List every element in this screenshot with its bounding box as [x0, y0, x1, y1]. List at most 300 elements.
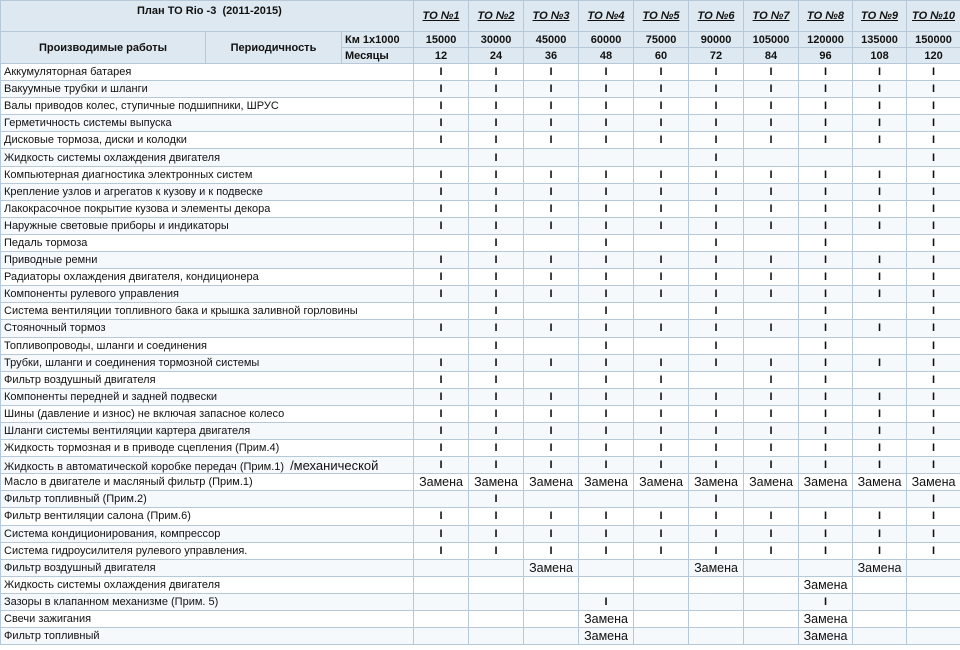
check-mark-cell: I — [414, 320, 469, 337]
check-mark-cell: I — [799, 525, 853, 542]
work-item-note: /механической — [290, 457, 379, 473]
check-mark-cell: I — [469, 440, 524, 457]
months-value: 84 — [744, 48, 799, 64]
empty-cell — [853, 337, 907, 354]
empty-cell — [579, 576, 634, 593]
table-row — [1, 525, 960, 542]
check-mark-cell: I — [853, 320, 907, 337]
check-mark-cell: I — [634, 371, 689, 388]
work-item-label: Фильтр топливный — [4, 630, 100, 643]
work-item-label: Фильтр воздушный двигателя — [4, 561, 156, 574]
work-item-cell — [1, 388, 414, 405]
table-row — [1, 234, 960, 251]
work-item-label: Вакуумные трубки и шланги — [4, 83, 148, 96]
check-mark-cell: I — [907, 269, 960, 286]
empty-cell — [634, 491, 689, 508]
check-mark-cell: I — [579, 166, 634, 183]
check-mark-cell: I — [524, 320, 579, 337]
empty-cell — [853, 576, 907, 593]
check-mark-cell: I — [744, 422, 799, 439]
empty-cell — [689, 576, 744, 593]
check-mark-cell: I — [907, 388, 960, 405]
check-mark-cell: I — [744, 81, 799, 98]
check-mark-cell: I — [799, 64, 853, 81]
work-item-cell — [1, 593, 414, 610]
check-mark-cell: I — [853, 115, 907, 132]
check-mark-cell: I — [907, 422, 960, 439]
check-mark-cell: I — [634, 354, 689, 371]
check-mark-cell: I — [469, 525, 524, 542]
check-mark-cell: I — [853, 440, 907, 457]
table-row — [1, 98, 960, 115]
empty-cell — [579, 149, 634, 166]
check-mark-cell: I — [907, 491, 960, 508]
empty-cell — [414, 611, 469, 628]
empty-cell — [799, 149, 853, 166]
empty-cell — [414, 149, 469, 166]
check-mark-cell: I — [689, 183, 744, 200]
check-mark-cell: I — [579, 269, 634, 286]
replace-cell: Замена — [853, 559, 907, 576]
check-mark-cell: I — [469, 166, 524, 183]
check-mark-cell: I — [744, 354, 799, 371]
check-mark-cell: I — [579, 525, 634, 542]
check-mark-cell: I — [414, 64, 469, 81]
replace-cell: Замена — [469, 474, 524, 491]
work-item-label: Шланги системы вентиляции картера двигателя — [4, 425, 251, 438]
table-title — [1, 1, 414, 32]
empty-cell — [414, 337, 469, 354]
check-mark-cell: I — [907, 81, 960, 98]
empty-cell — [524, 576, 579, 593]
check-mark-cell: I — [907, 217, 960, 234]
check-mark-cell: I — [853, 457, 907, 474]
check-mark-cell: I — [579, 183, 634, 200]
check-mark-cell: I — [744, 320, 799, 337]
work-item-label: Жидкость тормозная и в приводе сцепления (Прим.4) — [4, 442, 280, 455]
check-mark-cell: I — [634, 457, 689, 474]
check-mark-cell: I — [744, 286, 799, 303]
check-mark-cell: I — [634, 64, 689, 81]
check-mark-cell: I — [799, 440, 853, 457]
empty-cell — [579, 559, 634, 576]
check-mark-cell: I — [689, 252, 744, 269]
empty-cell — [907, 628, 960, 645]
empty-cell — [634, 576, 689, 593]
replace-cell: Замена — [524, 474, 579, 491]
check-mark-cell: I — [414, 269, 469, 286]
check-mark-cell: I — [689, 525, 744, 542]
check-mark-cell: I — [469, 371, 524, 388]
table-row — [1, 422, 960, 439]
check-mark-cell: I — [907, 320, 960, 337]
check-mark-cell: I — [799, 200, 853, 217]
work-item-label: Компьютерная диагностика электронных систем — [4, 168, 253, 181]
check-mark-cell: I — [579, 320, 634, 337]
check-mark-cell: I — [853, 166, 907, 183]
check-mark-cell: I — [469, 115, 524, 132]
check-mark-cell: I — [634, 183, 689, 200]
table-row — [1, 576, 960, 593]
months-value: 24 — [469, 48, 524, 64]
check-mark-cell: I — [799, 371, 853, 388]
table-row — [1, 337, 960, 354]
check-mark-cell: I — [799, 542, 853, 559]
check-mark-cell: I — [907, 371, 960, 388]
table-row — [1, 491, 960, 508]
km-value: 120000 — [799, 32, 853, 48]
check-mark-cell: I — [469, 217, 524, 234]
check-mark-cell: I — [744, 64, 799, 81]
check-mark-cell: I — [469, 149, 524, 166]
check-mark-cell: I — [744, 217, 799, 234]
check-mark-cell: I — [853, 388, 907, 405]
check-mark-cell: I — [907, 440, 960, 457]
work-item-cell — [1, 525, 414, 542]
check-mark-cell: I — [744, 200, 799, 217]
work-item-label: Система вентиляции топливного бака и крышка заливной горловины — [4, 305, 358, 318]
check-mark-cell: I — [524, 457, 579, 474]
check-mark-cell: I — [799, 81, 853, 98]
check-mark-cell: I — [799, 217, 853, 234]
check-mark-cell: I — [689, 166, 744, 183]
check-mark-cell: I — [689, 64, 744, 81]
check-mark-cell: I — [907, 234, 960, 251]
check-mark-cell: I — [634, 81, 689, 98]
work-item-label: Трубки, шланги и соединения тормозной системы — [4, 356, 260, 369]
check-mark-cell: I — [469, 269, 524, 286]
table-row — [1, 217, 960, 234]
months-value: 96 — [799, 48, 853, 64]
title-text: План ТО Rio -3 — [137, 5, 217, 17]
km-label: Км 1х1000 — [342, 32, 414, 48]
check-mark-cell: I — [469, 183, 524, 200]
check-mark-cell: I — [634, 252, 689, 269]
check-mark-cell: I — [634, 98, 689, 115]
check-mark-cell: I — [907, 132, 960, 149]
empty-cell — [689, 593, 744, 610]
empty-cell — [414, 628, 469, 645]
check-mark-cell: I — [853, 217, 907, 234]
work-item-label: Свечи зажигания — [4, 613, 92, 626]
check-mark-cell: I — [853, 422, 907, 439]
empty-cell — [744, 611, 799, 628]
table-row — [1, 542, 960, 559]
table-row — [1, 132, 960, 149]
check-mark-cell: I — [744, 166, 799, 183]
empty-cell — [469, 576, 524, 593]
months-value: 108 — [853, 48, 907, 64]
service-heading: ТО №8 — [799, 1, 853, 32]
check-mark-cell: I — [689, 115, 744, 132]
check-mark-cell: I — [579, 388, 634, 405]
check-mark-cell: I — [853, 286, 907, 303]
work-item-label: Масло в двигателе и масляный фильтр (Прим.1) — [4, 476, 253, 489]
check-mark-cell: I — [579, 337, 634, 354]
check-mark-cell: I — [744, 508, 799, 525]
check-mark-cell: I — [744, 388, 799, 405]
check-mark-cell: I — [414, 371, 469, 388]
check-mark-cell: I — [689, 320, 744, 337]
work-item-cell — [1, 132, 414, 149]
check-mark-cell: I — [689, 234, 744, 251]
check-mark-cell: I — [524, 525, 579, 542]
work-item-label: Шины (давление и износ) не включая запасное колесо — [4, 407, 285, 420]
empty-cell — [469, 611, 524, 628]
check-mark-cell: I — [414, 457, 469, 474]
check-mark-cell: I — [853, 269, 907, 286]
work-item-cell — [1, 217, 414, 234]
work-item-cell — [1, 491, 414, 508]
check-mark-cell: I — [634, 200, 689, 217]
empty-cell — [634, 149, 689, 166]
check-mark-cell: I — [799, 354, 853, 371]
work-item-label: Герметичность системы выпуска — [4, 117, 172, 130]
empty-cell — [524, 371, 579, 388]
check-mark-cell: I — [799, 303, 853, 320]
check-mark-cell: I — [524, 64, 579, 81]
table-row — [1, 354, 960, 371]
check-mark-cell: I — [744, 542, 799, 559]
check-mark-cell: I — [907, 149, 960, 166]
table-row — [1, 611, 960, 628]
check-mark-cell: I — [907, 64, 960, 81]
empty-cell — [907, 593, 960, 610]
check-mark-cell: I — [689, 440, 744, 457]
check-mark-cell: I — [799, 508, 853, 525]
check-mark-cell: I — [579, 371, 634, 388]
work-item-cell — [1, 115, 414, 132]
periodicity-column-header: Периодичность — [206, 32, 342, 64]
empty-cell — [744, 303, 799, 320]
check-mark-cell: I — [524, 388, 579, 405]
work-item-cell — [1, 200, 414, 217]
replace-cell: Замена — [799, 611, 853, 628]
empty-cell — [853, 628, 907, 645]
check-mark-cell: I — [469, 542, 524, 559]
service-heading: ТО №9 — [853, 1, 907, 32]
empty-cell — [744, 491, 799, 508]
check-mark-cell: I — [469, 200, 524, 217]
empty-cell — [524, 303, 579, 320]
replace-cell: Замена — [579, 474, 634, 491]
work-item-label: Фильтр топливный (Прим.2) — [4, 493, 147, 506]
months-label: Месяцы — [342, 48, 414, 64]
check-mark-cell: I — [414, 132, 469, 149]
work-item-cell — [1, 269, 414, 286]
check-mark-cell: I — [414, 508, 469, 525]
months-value: 12 — [414, 48, 469, 64]
check-mark-cell: I — [907, 252, 960, 269]
check-mark-cell: I — [579, 405, 634, 422]
check-mark-cell: I — [524, 115, 579, 132]
check-mark-cell: I — [853, 183, 907, 200]
check-mark-cell: I — [634, 269, 689, 286]
table-row — [1, 508, 960, 525]
period-text: (2011-2015) — [222, 5, 282, 17]
table-row — [1, 252, 960, 269]
empty-cell — [744, 234, 799, 251]
empty-cell — [634, 337, 689, 354]
service-heading: ТО №5 — [634, 1, 689, 32]
check-mark-cell: I — [634, 508, 689, 525]
work-item-label: Компоненты передней и задней подвески — [4, 390, 218, 403]
check-mark-cell: I — [634, 132, 689, 149]
check-mark-cell: I — [414, 525, 469, 542]
check-mark-cell: I — [469, 286, 524, 303]
empty-cell — [579, 491, 634, 508]
check-mark-cell: I — [689, 149, 744, 166]
work-item-cell — [1, 234, 414, 251]
check-mark-cell: I — [689, 388, 744, 405]
check-mark-cell: I — [414, 422, 469, 439]
empty-cell — [907, 611, 960, 628]
work-item-label: Валы приводов колес, ступичные подшипники, ШРУС — [4, 100, 279, 113]
check-mark-cell: I — [634, 217, 689, 234]
work-item-label: Педаль тормоза — [4, 236, 88, 249]
check-mark-cell: I — [579, 593, 634, 610]
check-mark-cell: I — [853, 508, 907, 525]
empty-cell — [853, 371, 907, 388]
replace-cell: Замена — [579, 611, 634, 628]
table-row — [1, 64, 960, 81]
empty-cell — [469, 628, 524, 645]
check-mark-cell: I — [744, 98, 799, 115]
replace-cell: Замена — [853, 474, 907, 491]
check-mark-cell: I — [907, 508, 960, 525]
check-mark-cell: I — [853, 354, 907, 371]
check-mark-cell: I — [799, 183, 853, 200]
replace-cell: Замена — [524, 559, 579, 576]
work-item-label: Приводные ремни — [4, 254, 98, 267]
check-mark-cell: I — [634, 422, 689, 439]
work-item-cell — [1, 149, 414, 166]
check-mark-cell: I — [634, 320, 689, 337]
work-item-cell — [1, 64, 414, 81]
check-mark-cell: I — [524, 98, 579, 115]
check-mark-cell: I — [689, 81, 744, 98]
check-mark-cell: I — [414, 440, 469, 457]
check-mark-cell: I — [469, 81, 524, 98]
km-value: 105000 — [744, 32, 799, 48]
check-mark-cell: I — [469, 491, 524, 508]
check-mark-cell: I — [907, 166, 960, 183]
check-mark-cell: I — [907, 354, 960, 371]
table-row — [1, 320, 960, 337]
check-mark-cell: I — [744, 457, 799, 474]
check-mark-cell: I — [524, 508, 579, 525]
empty-cell — [907, 576, 960, 593]
check-mark-cell: I — [853, 132, 907, 149]
work-item-cell — [1, 286, 414, 303]
empty-cell — [634, 559, 689, 576]
service-heading: ТО №7 — [744, 1, 799, 32]
check-mark-cell: I — [524, 183, 579, 200]
check-mark-cell: I — [689, 200, 744, 217]
empty-cell — [414, 576, 469, 593]
check-mark-cell: I — [524, 252, 579, 269]
check-mark-cell: I — [524, 217, 579, 234]
check-mark-cell: I — [524, 132, 579, 149]
work-item-cell — [1, 320, 414, 337]
empty-cell — [744, 628, 799, 645]
work-item-cell — [1, 371, 414, 388]
check-mark-cell: I — [634, 525, 689, 542]
table-row — [1, 81, 960, 98]
replace-cell: Замена — [799, 576, 853, 593]
check-mark-cell: I — [634, 405, 689, 422]
work-item-label: Топливопроводы, шланги и соединения — [4, 339, 207, 352]
check-mark-cell: I — [634, 440, 689, 457]
service-heading: ТО №2 — [469, 1, 524, 32]
work-item-cell — [1, 303, 414, 320]
check-mark-cell: I — [853, 542, 907, 559]
empty-cell — [853, 491, 907, 508]
empty-cell — [744, 593, 799, 610]
empty-cell — [744, 559, 799, 576]
empty-cell — [634, 234, 689, 251]
check-mark-cell: I — [853, 81, 907, 98]
work-item-cell — [1, 98, 414, 115]
check-mark-cell: I — [744, 371, 799, 388]
check-mark-cell: I — [689, 337, 744, 354]
check-mark-cell: I — [689, 303, 744, 320]
replace-cell: Замена — [579, 628, 634, 645]
check-mark-cell: I — [579, 217, 634, 234]
replace-cell: Замена — [799, 474, 853, 491]
check-mark-cell: I — [907, 542, 960, 559]
work-item-cell — [1, 474, 414, 491]
check-mark-cell: I — [907, 286, 960, 303]
check-mark-cell: I — [414, 217, 469, 234]
check-mark-cell: I — [907, 457, 960, 474]
check-mark-cell: I — [689, 132, 744, 149]
empty-cell — [469, 559, 524, 576]
replace-cell: Замена — [744, 474, 799, 491]
empty-cell — [689, 611, 744, 628]
work-item-label: Жидкость системы охлаждения двигателя — [4, 151, 221, 164]
work-item-label: Система гидроусилителя рулевого управления. — [4, 544, 248, 557]
work-item-cell — [1, 559, 414, 576]
check-mark-cell: I — [744, 440, 799, 457]
check-mark-cell: I — [469, 303, 524, 320]
check-mark-cell: I — [689, 422, 744, 439]
check-mark-cell: I — [579, 354, 634, 371]
check-mark-cell: I — [907, 115, 960, 132]
empty-cell — [689, 371, 744, 388]
check-mark-cell: I — [469, 354, 524, 371]
empty-cell — [634, 303, 689, 320]
check-mark-cell: I — [524, 81, 579, 98]
work-item-label: Дисковые тормоза, диски и колодки — [4, 134, 187, 147]
replace-cell: Замена — [907, 474, 960, 491]
work-item-label: Жидкость в автоматической коробке передач (Прим.1) — [4, 460, 285, 473]
work-item-label: Лакокрасочное покрытие кузова и элементы декора — [4, 202, 271, 215]
check-mark-cell: I — [414, 388, 469, 405]
work-item-label: Система кондиционирования, компрессор — [4, 527, 221, 540]
work-item-label: Фильтр воздушный двигателя — [4, 373, 156, 386]
empty-cell — [524, 593, 579, 610]
empty-cell — [853, 149, 907, 166]
check-mark-cell: I — [469, 64, 524, 81]
check-mark-cell: I — [689, 405, 744, 422]
check-mark-cell: I — [579, 132, 634, 149]
check-mark-cell: I — [524, 405, 579, 422]
replace-cell: Замена — [689, 474, 744, 491]
check-mark-cell: I — [689, 269, 744, 286]
km-value: 135000 — [853, 32, 907, 48]
check-mark-cell: I — [744, 269, 799, 286]
